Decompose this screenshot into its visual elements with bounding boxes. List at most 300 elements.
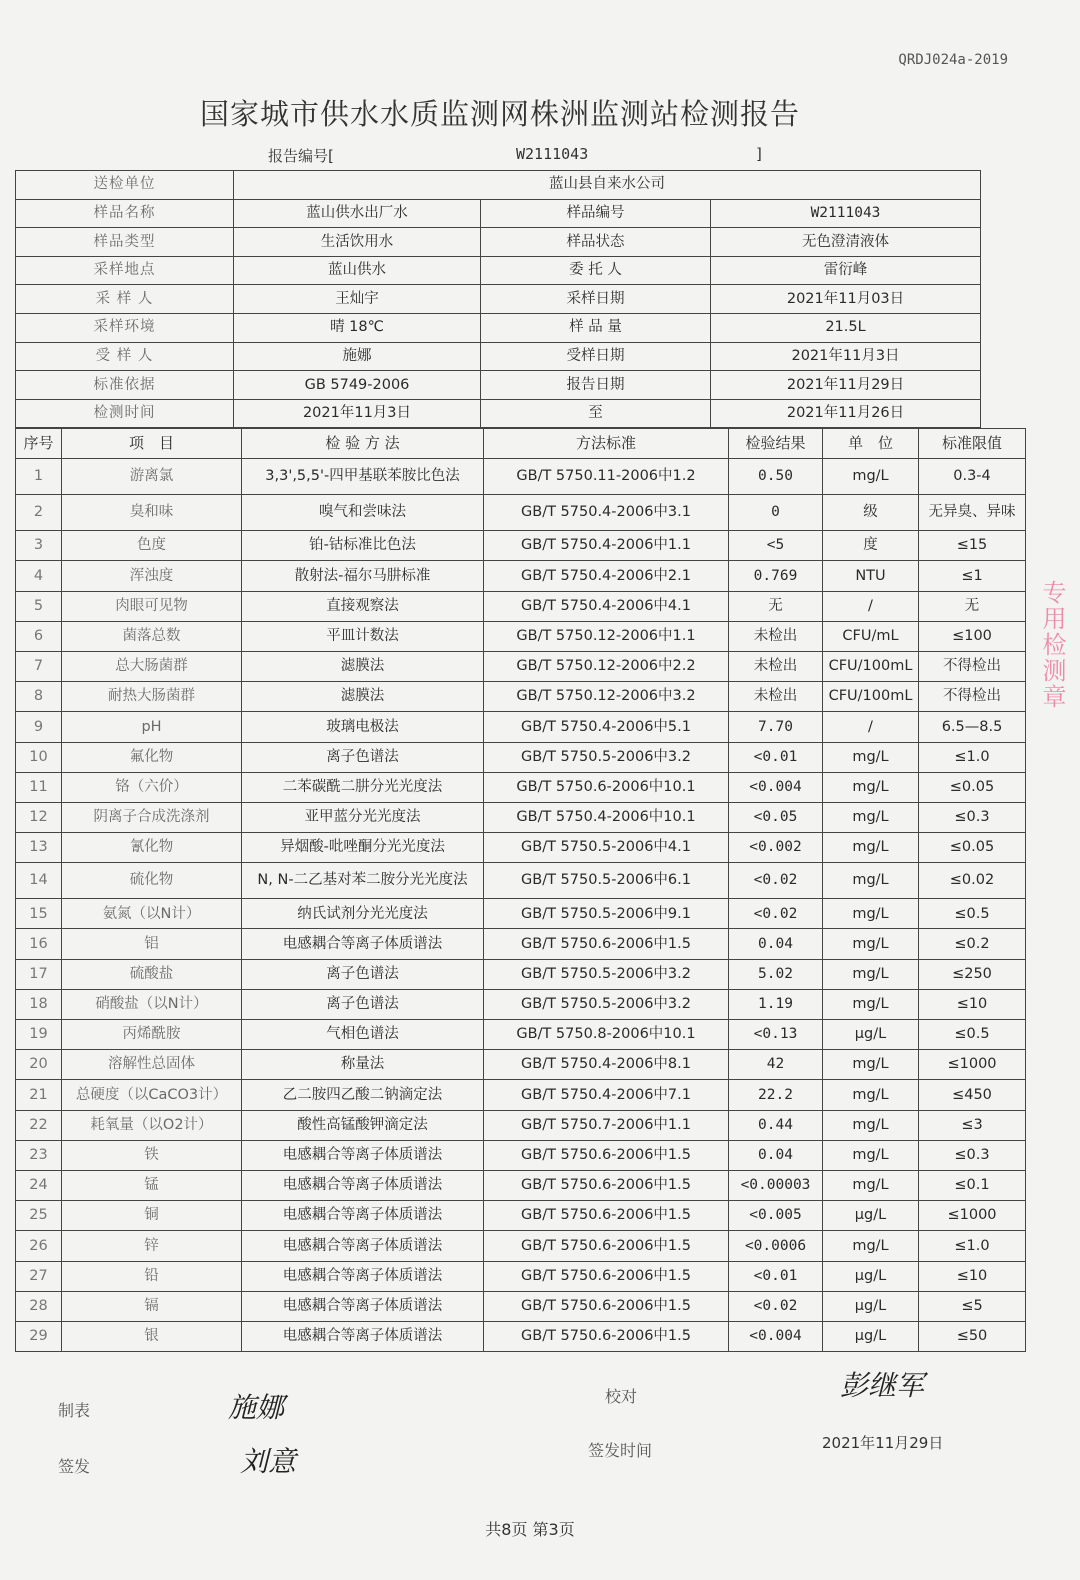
row-standard: GB/T 5750.6-2006中1.5 bbox=[484, 929, 729, 959]
row-unit: 级 bbox=[823, 495, 919, 531]
entrust-value: 雷衍峰 bbox=[711, 256, 981, 285]
row-method: 平皿计数法 bbox=[242, 621, 484, 651]
row-index: 28 bbox=[16, 1291, 62, 1321]
row-standard: GB/T 5750.6-2006中1.5 bbox=[484, 1140, 729, 1170]
row-unit: 度 bbox=[823, 531, 919, 561]
report-date-label: 报告日期 bbox=[481, 371, 711, 400]
row-standard: GB/T 5750.4-2006中1.1 bbox=[484, 531, 729, 561]
row-method: 直接观察法 bbox=[242, 591, 484, 621]
row-unit: NTU bbox=[823, 561, 919, 591]
header-unit: 单 位 bbox=[823, 429, 919, 459]
row-result: <0.05 bbox=[729, 802, 823, 832]
row-limit: ≤10 bbox=[919, 989, 1026, 1019]
row-standard: GB/T 5750.4-2006中8.1 bbox=[484, 1050, 729, 1080]
row-limit: ≤0.2 bbox=[919, 929, 1026, 959]
row-standard: GB/T 5750.5-2006中3.2 bbox=[484, 742, 729, 772]
row-index: 23 bbox=[16, 1140, 62, 1170]
document-code: QRDJ024a-2019 bbox=[898, 52, 1008, 68]
row-unit: CFU/100mL bbox=[823, 651, 919, 681]
row-method: 电感耦合等离子体质谱法 bbox=[242, 1201, 484, 1231]
header-limit: 标准限值 bbox=[919, 429, 1026, 459]
header-method: 检 验 方 法 bbox=[242, 429, 484, 459]
row-unit: / bbox=[823, 591, 919, 621]
row-standard: GB/T 5750.6-2006中1.5 bbox=[484, 1291, 729, 1321]
header-item: 项 目 bbox=[62, 429, 242, 459]
row-standard: GB/T 5750.6-2006中1.5 bbox=[484, 1201, 729, 1231]
row-unit: μg/L bbox=[823, 1201, 919, 1231]
row-index: 18 bbox=[16, 989, 62, 1019]
table-row bbox=[16, 459, 1026, 495]
row-method: 电感耦合等离子体质谱法 bbox=[242, 1321, 484, 1351]
sampling-site-label: 采样地点 bbox=[16, 256, 234, 285]
row-unit: mg/L bbox=[823, 1110, 919, 1140]
table-row bbox=[16, 651, 1026, 681]
row-limit: ≤3 bbox=[919, 1110, 1026, 1140]
checked-label: 校对 bbox=[605, 1387, 638, 1406]
table-row bbox=[16, 1321, 1026, 1351]
row-standard: GB/T 5750.7-2006中1.1 bbox=[484, 1110, 729, 1140]
header-result: 检验结果 bbox=[729, 429, 823, 459]
row-unit: mg/L bbox=[823, 863, 919, 899]
row-standard: GB/T 5750.12-2006中3.2 bbox=[484, 682, 729, 712]
sample-no-label: 样品编号 bbox=[481, 199, 711, 228]
row-standard: GB/T 5750.5-2006中9.1 bbox=[484, 899, 729, 929]
issued-signature: 刘意 bbox=[240, 1445, 297, 1478]
entrust-label: 委 托 人 bbox=[481, 256, 711, 285]
row-index: 27 bbox=[16, 1261, 62, 1291]
row-item: pH bbox=[62, 712, 242, 742]
row-method: 乙二胺四乙酸二钠滴定法 bbox=[242, 1080, 484, 1110]
row-index: 14 bbox=[16, 863, 62, 899]
row-unit: mg/L bbox=[823, 1140, 919, 1170]
row-limit: ≤5 bbox=[919, 1291, 1026, 1321]
row-unit: mg/L bbox=[823, 772, 919, 802]
issue-time-label: 签发时间 bbox=[588, 1441, 653, 1460]
row-index: 22 bbox=[16, 1110, 62, 1140]
row-item: 丙烯酰胺 bbox=[62, 1020, 242, 1050]
row-limit: ≤15 bbox=[919, 531, 1026, 561]
row-unit: CFU/100mL bbox=[823, 682, 919, 712]
row-unit: mg/L bbox=[823, 929, 919, 959]
row-item: 镉 bbox=[62, 1291, 242, 1321]
row-index: 17 bbox=[16, 959, 62, 989]
row-item: 游离氯 bbox=[62, 459, 242, 495]
row-limit: ≤1000 bbox=[919, 1201, 1026, 1231]
row-result: 未检出 bbox=[729, 651, 823, 681]
row-method: 纳氏试剂分光光度法 bbox=[242, 899, 484, 929]
table-row bbox=[16, 682, 1026, 712]
sample-type-value: 生活饮用水 bbox=[234, 228, 481, 257]
table-row bbox=[16, 833, 1026, 863]
row-result: <0.005 bbox=[729, 1201, 823, 1231]
table-row bbox=[16, 591, 1026, 621]
receiver-label: 受 样 人 bbox=[16, 342, 234, 371]
row-item: 锌 bbox=[62, 1231, 242, 1261]
receive-date-label: 受样日期 bbox=[481, 342, 711, 371]
row-result: <0.13 bbox=[729, 1020, 823, 1050]
row-result: 未检出 bbox=[729, 621, 823, 651]
issued-label: 签发 bbox=[58, 1457, 91, 1476]
table-row bbox=[16, 1050, 1026, 1080]
table-row bbox=[16, 1020, 1026, 1050]
row-standard: GB/T 5750.5-2006中6.1 bbox=[484, 863, 729, 899]
row-index: 24 bbox=[16, 1170, 62, 1200]
row-unit: mg/L bbox=[823, 1050, 919, 1080]
row-standard: GB/T 5750.6-2006中1.5 bbox=[484, 1261, 729, 1291]
row-result: 1.19 bbox=[729, 989, 823, 1019]
row-item: 耗氧量（以O2计） bbox=[62, 1110, 242, 1140]
row-unit: mg/L bbox=[823, 899, 919, 929]
row-index: 20 bbox=[16, 1050, 62, 1080]
sampling-env-label: 采样环境 bbox=[16, 313, 234, 342]
table-row bbox=[16, 1261, 1026, 1291]
row-standard: GB/T 5750.5-2006中3.2 bbox=[484, 959, 729, 989]
test-time-label: 检测时间 bbox=[16, 399, 234, 428]
sample-name-label: 样品名称 bbox=[16, 199, 234, 228]
row-standard: GB/T 5750.4-2006中5.1 bbox=[484, 712, 729, 742]
row-limit: ≤0.5 bbox=[919, 899, 1026, 929]
table-row bbox=[16, 899, 1026, 929]
row-result: 0.769 bbox=[729, 561, 823, 591]
row-limit: 0.3-4 bbox=[919, 459, 1026, 495]
row-unit: mg/L bbox=[823, 959, 919, 989]
info-row bbox=[16, 285, 981, 314]
row-result: <0.01 bbox=[729, 1261, 823, 1291]
row-result: 5.02 bbox=[729, 959, 823, 989]
standard-label: 标准依据 bbox=[16, 371, 234, 400]
row-method: 滤膜法 bbox=[242, 682, 484, 712]
row-limit: ≤10 bbox=[919, 1261, 1026, 1291]
row-index: 3 bbox=[16, 531, 62, 561]
report-date-value: 2021年11月29日 bbox=[711, 371, 981, 400]
row-limit: ≤250 bbox=[919, 959, 1026, 989]
test-end-value: 2021年11月26日 bbox=[711, 399, 981, 428]
row-standard: GB/T 5750.6-2006中1.5 bbox=[484, 1231, 729, 1261]
sampling-date-value: 2021年11月03日 bbox=[711, 285, 981, 314]
row-method: 电感耦合等离子体质谱法 bbox=[242, 1231, 484, 1261]
row-limit: ≤0.3 bbox=[919, 802, 1026, 832]
row-index: 5 bbox=[16, 591, 62, 621]
row-standard: GB/T 5750.8-2006中10.1 bbox=[484, 1020, 729, 1050]
client-value: 蓝山县自来水公司 bbox=[234, 171, 981, 200]
sample-info-table bbox=[15, 170, 981, 428]
prepared-signature: 施娜 bbox=[228, 1391, 285, 1424]
row-item: 银 bbox=[62, 1321, 242, 1351]
row-limit: ≤450 bbox=[919, 1080, 1026, 1110]
sampling-env-value: 晴 18℃ bbox=[234, 313, 481, 342]
table-row bbox=[16, 802, 1026, 832]
row-result: 7.70 bbox=[729, 712, 823, 742]
sampler-value: 王灿宇 bbox=[234, 285, 481, 314]
header-standard: 方法标准 bbox=[484, 429, 729, 459]
row-result: <0.002 bbox=[729, 833, 823, 863]
table-row bbox=[16, 621, 1026, 651]
sample-qty-value: 21.5L bbox=[711, 313, 981, 342]
row-item: 铜 bbox=[62, 1201, 242, 1231]
row-result: <0.004 bbox=[729, 1321, 823, 1351]
row-item: 氨氮（以N计） bbox=[62, 899, 242, 929]
row-limit: ≤0.05 bbox=[919, 772, 1026, 802]
test-to-label: 至 bbox=[481, 399, 711, 428]
standard-value: GB 5749-2006 bbox=[234, 371, 481, 400]
client-label: 送检单位 bbox=[16, 171, 234, 200]
row-item: 总大肠菌群 bbox=[62, 651, 242, 681]
row-unit: mg/L bbox=[823, 1080, 919, 1110]
row-index: 13 bbox=[16, 833, 62, 863]
row-method: 酸性高锰酸钾滴定法 bbox=[242, 1110, 484, 1140]
table-row bbox=[16, 959, 1026, 989]
info-row bbox=[16, 171, 981, 200]
table-row bbox=[16, 1140, 1026, 1170]
row-result: 无 bbox=[729, 591, 823, 621]
checked-signature: 彭继军 bbox=[840, 1369, 925, 1402]
row-result: <0.00003 bbox=[729, 1170, 823, 1200]
header-index: 序号 bbox=[16, 429, 62, 459]
row-method: 3,3',5,5'-四甲基联苯胺比色法 bbox=[242, 459, 484, 495]
row-index: 8 bbox=[16, 682, 62, 712]
row-limit: ≤0.05 bbox=[919, 833, 1026, 863]
row-unit: μg/L bbox=[823, 1020, 919, 1050]
row-standard: GB/T 5750.11-2006中1.2 bbox=[484, 459, 729, 495]
row-method: 电感耦合等离子体质谱法 bbox=[242, 1140, 484, 1170]
table-row bbox=[16, 561, 1026, 591]
table-row bbox=[16, 495, 1026, 531]
row-method: 电感耦合等离子体质谱法 bbox=[242, 1170, 484, 1200]
row-result: <0.01 bbox=[729, 742, 823, 772]
table-row bbox=[16, 929, 1026, 959]
sample-type-label: 样品类型 bbox=[16, 228, 234, 257]
row-unit: μg/L bbox=[823, 1261, 919, 1291]
row-unit: / bbox=[823, 712, 919, 742]
row-result: <0.0006 bbox=[729, 1231, 823, 1261]
row-method: 电感耦合等离子体质谱法 bbox=[242, 929, 484, 959]
row-item: 总硬度（以CaCO3计） bbox=[62, 1080, 242, 1110]
row-item: 铬（六价） bbox=[62, 772, 242, 802]
inspection-stamp: 专用检测章 bbox=[1038, 580, 1066, 710]
row-index: 12 bbox=[16, 802, 62, 832]
row-standard: GB/T 5750.4-2006中7.1 bbox=[484, 1080, 729, 1110]
receive-date-value: 2021年11月3日 bbox=[711, 342, 981, 371]
row-standard: GB/T 5750.4-2006中3.1 bbox=[484, 495, 729, 531]
row-standard: GB/T 5750.12-2006中1.1 bbox=[484, 621, 729, 651]
row-standard: GB/T 5750.6-2006中1.5 bbox=[484, 1321, 729, 1351]
row-standard: GB/T 5750.5-2006中3.2 bbox=[484, 989, 729, 1019]
row-unit: mg/L bbox=[823, 1170, 919, 1200]
row-limit: ≤50 bbox=[919, 1321, 1026, 1351]
row-standard: GB/T 5750.12-2006中2.2 bbox=[484, 651, 729, 681]
table-row bbox=[16, 863, 1026, 899]
row-method: N, N-二乙基对苯二胺分光光度法 bbox=[242, 863, 484, 899]
row-method: 散射法-福尔马肼标准 bbox=[242, 561, 484, 591]
row-index: 7 bbox=[16, 651, 62, 681]
row-index: 19 bbox=[16, 1020, 62, 1050]
row-index: 25 bbox=[16, 1201, 62, 1231]
row-index: 10 bbox=[16, 742, 62, 772]
row-method: 电感耦合等离子体质谱法 bbox=[242, 1261, 484, 1291]
row-method: 离子色谱法 bbox=[242, 959, 484, 989]
table-row bbox=[16, 1110, 1026, 1140]
row-index: 9 bbox=[16, 712, 62, 742]
row-result: 0.04 bbox=[729, 929, 823, 959]
table-row bbox=[16, 1231, 1026, 1261]
table-row bbox=[16, 1080, 1026, 1110]
row-standard: GB/T 5750.4-2006中2.1 bbox=[484, 561, 729, 591]
row-index: 1 bbox=[16, 459, 62, 495]
receiver-value: 施娜 bbox=[234, 342, 481, 371]
row-unit: mg/L bbox=[823, 833, 919, 863]
row-result: 0.04 bbox=[729, 1140, 823, 1170]
sample-state-label: 样品状态 bbox=[481, 228, 711, 257]
table-row bbox=[16, 531, 1026, 561]
table-row bbox=[16, 742, 1026, 772]
info-row bbox=[16, 313, 981, 342]
row-item: 菌落总数 bbox=[62, 621, 242, 651]
table-row bbox=[16, 712, 1026, 742]
report-number-bracket: ] bbox=[756, 145, 762, 163]
test-start-value: 2021年11月3日 bbox=[234, 399, 481, 428]
row-method: 二苯碳酰二肼分光光度法 bbox=[242, 772, 484, 802]
row-unit: mg/L bbox=[823, 742, 919, 772]
row-result: <0.02 bbox=[729, 1291, 823, 1321]
row-limit: 无 bbox=[919, 591, 1026, 621]
row-unit: mg/L bbox=[823, 802, 919, 832]
info-row bbox=[16, 371, 981, 400]
row-item: 浑浊度 bbox=[62, 561, 242, 591]
row-limit: ≤1000 bbox=[919, 1050, 1026, 1080]
info-row bbox=[16, 342, 981, 371]
issue-date: 2021年11月29日 bbox=[822, 1434, 944, 1452]
row-method: 气相色谱法 bbox=[242, 1020, 484, 1050]
row-index: 15 bbox=[16, 899, 62, 929]
table-row bbox=[16, 1201, 1026, 1231]
row-result: 22.2 bbox=[729, 1080, 823, 1110]
row-result: <0.004 bbox=[729, 772, 823, 802]
row-method: 亚甲蓝分光光度法 bbox=[242, 802, 484, 832]
row-index: 4 bbox=[16, 561, 62, 591]
row-item: 铝 bbox=[62, 929, 242, 959]
row-result: 0.44 bbox=[729, 1110, 823, 1140]
row-standard: GB/T 5750.6-2006中10.1 bbox=[484, 772, 729, 802]
row-limit: ≤0.1 bbox=[919, 1170, 1026, 1200]
row-method: 离子色谱法 bbox=[242, 742, 484, 772]
row-standard: GB/T 5750.5-2006中4.1 bbox=[484, 833, 729, 863]
info-row bbox=[16, 228, 981, 257]
row-limit: ≤1 bbox=[919, 561, 1026, 591]
row-item: 铅 bbox=[62, 1261, 242, 1291]
row-unit: CFU/mL bbox=[823, 621, 919, 651]
row-index: 16 bbox=[16, 929, 62, 959]
table-row bbox=[16, 772, 1026, 802]
row-item: 耐热大肠菌群 bbox=[62, 682, 242, 712]
row-unit: mg/L bbox=[823, 1231, 919, 1261]
table-row bbox=[16, 989, 1026, 1019]
row-limit: 不得检出 bbox=[919, 682, 1026, 712]
row-result: <0.02 bbox=[729, 899, 823, 929]
sampling-site-value: 蓝山供水 bbox=[234, 256, 481, 285]
row-method: 玻璃电极法 bbox=[242, 712, 484, 742]
row-method: 异烟酸-吡唑酮分光光度法 bbox=[242, 833, 484, 863]
row-limit: ≤1.0 bbox=[919, 1231, 1026, 1261]
row-method: 称量法 bbox=[242, 1050, 484, 1080]
sample-qty-label: 样 品 量 bbox=[481, 313, 711, 342]
row-limit: ≤1.0 bbox=[919, 742, 1026, 772]
row-unit: μg/L bbox=[823, 1291, 919, 1321]
prepared-label: 制表 bbox=[58, 1401, 91, 1420]
sampling-date-label: 采样日期 bbox=[481, 285, 711, 314]
page-number: 共8页 第3页 bbox=[485, 1520, 575, 1539]
table-row bbox=[16, 1291, 1026, 1321]
row-index: 26 bbox=[16, 1231, 62, 1261]
row-standard: GB/T 5750.6-2006中1.5 bbox=[484, 1170, 729, 1200]
sample-name-value: 蓝山供水出厂水 bbox=[234, 199, 481, 228]
row-result: 0.50 bbox=[729, 459, 823, 495]
row-method: 嗅气和尝味法 bbox=[242, 495, 484, 531]
row-item: 锰 bbox=[62, 1170, 242, 1200]
row-unit: mg/L bbox=[823, 459, 919, 495]
row-result: <5 bbox=[729, 531, 823, 561]
row-limit: ≤0.3 bbox=[919, 1140, 1026, 1170]
row-method: 电感耦合等离子体质谱法 bbox=[242, 1291, 484, 1321]
row-item: 臭和味 bbox=[62, 495, 242, 531]
row-item: 铁 bbox=[62, 1140, 242, 1170]
row-result: 未检出 bbox=[729, 682, 823, 712]
info-row bbox=[16, 256, 981, 285]
row-item: 硝酸盐（以N计） bbox=[62, 989, 242, 1019]
sample-no-value: W2111043 bbox=[711, 199, 981, 228]
row-method: 滤膜法 bbox=[242, 651, 484, 681]
row-item: 肉眼可见物 bbox=[62, 591, 242, 621]
report-title: 国家城市供水水质监测网株洲监测站检测报告 bbox=[199, 97, 800, 131]
row-item: 阴离子合成洗涤剂 bbox=[62, 802, 242, 832]
row-item: 溶解性总固体 bbox=[62, 1050, 242, 1080]
row-result: <0.02 bbox=[729, 863, 823, 899]
row-limit: 无异臭、异味 bbox=[919, 495, 1026, 531]
row-index: 21 bbox=[16, 1080, 62, 1110]
report-number-label: 报告编号[ bbox=[268, 147, 334, 165]
row-standard: GB/T 5750.4-2006中10.1 bbox=[484, 802, 729, 832]
row-limit: 6.5—8.5 bbox=[919, 712, 1026, 742]
row-index: 11 bbox=[16, 772, 62, 802]
row-result: 42 bbox=[729, 1050, 823, 1080]
row-index: 6 bbox=[16, 621, 62, 651]
info-row bbox=[16, 199, 981, 228]
row-item: 氰化物 bbox=[62, 833, 242, 863]
row-standard: GB/T 5750.4-2006中4.1 bbox=[484, 591, 729, 621]
sample-state-value: 无色澄清液体 bbox=[711, 228, 981, 257]
row-limit: ≤0.02 bbox=[919, 863, 1026, 899]
row-item: 氟化物 bbox=[62, 742, 242, 772]
report-number-value: W2111043 bbox=[516, 145, 589, 163]
row-item: 硫化物 bbox=[62, 863, 242, 899]
row-result: 0 bbox=[729, 495, 823, 531]
row-index: 2 bbox=[16, 495, 62, 531]
row-limit: ≤0.5 bbox=[919, 1020, 1026, 1050]
row-limit: 不得检出 bbox=[919, 651, 1026, 681]
row-item: 硫酸盐 bbox=[62, 959, 242, 989]
row-method: 铂-钴标准比色法 bbox=[242, 531, 484, 561]
row-unit: μg/L bbox=[823, 1321, 919, 1351]
row-method: 离子色谱法 bbox=[242, 989, 484, 1019]
row-unit: mg/L bbox=[823, 989, 919, 1019]
results-table bbox=[15, 428, 1026, 1352]
row-index: 29 bbox=[16, 1321, 62, 1351]
table-header-row bbox=[16, 429, 1026, 459]
row-limit: ≤100 bbox=[919, 621, 1026, 651]
row-item: 色度 bbox=[62, 531, 242, 561]
info-row bbox=[16, 399, 981, 428]
sampler-label: 采 样 人 bbox=[16, 285, 234, 314]
table-row bbox=[16, 1170, 1026, 1200]
